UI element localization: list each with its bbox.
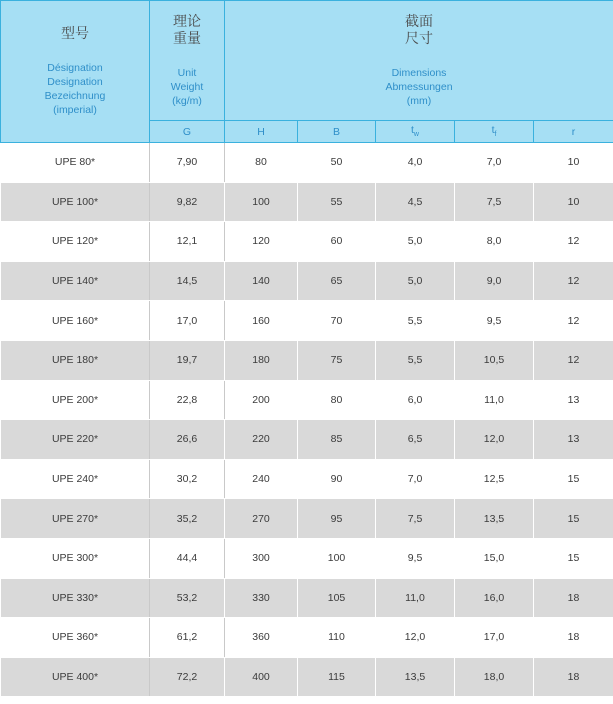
cell-h: 140 bbox=[225, 261, 298, 301]
table-row bbox=[1, 618, 613, 658]
table-row bbox=[1, 143, 613, 183]
cell-tf: 15,0 bbox=[455, 538, 534, 578]
cell-tw: 5,0 bbox=[376, 222, 455, 262]
cell-tf: 16,0 bbox=[455, 578, 534, 618]
cell-b: 60 bbox=[298, 222, 376, 262]
table-row bbox=[1, 261, 613, 301]
cell-b: 70 bbox=[298, 301, 376, 341]
table-row bbox=[1, 340, 613, 380]
col-header-tf-sub: f bbox=[494, 131, 497, 139]
weight-header-unit: Unit bbox=[177, 66, 197, 79]
cell-h: 300 bbox=[225, 538, 298, 578]
cell-g: 44,4 bbox=[150, 538, 225, 578]
cell-g: 26,6 bbox=[150, 420, 225, 460]
cell-g: 72,2 bbox=[150, 657, 225, 697]
cell-b: 110 bbox=[298, 618, 376, 658]
cell-g: 61,2 bbox=[150, 618, 225, 658]
cell-designation: UPE 100* bbox=[1, 182, 150, 222]
col-header-tw-base: t bbox=[411, 124, 414, 137]
cell-b: 90 bbox=[298, 459, 376, 499]
cell-b: 55 bbox=[298, 182, 376, 222]
cell-g: 7,90 bbox=[150, 143, 225, 183]
cell-b: 50 bbox=[298, 143, 376, 183]
cell-h: 120 bbox=[225, 222, 298, 262]
cell-tw: 7,0 bbox=[376, 459, 455, 499]
cell-r: 12 bbox=[534, 340, 613, 380]
table-row bbox=[1, 657, 613, 697]
dimensions-header-mm: (mm) bbox=[406, 94, 432, 107]
cell-r: 18 bbox=[534, 618, 613, 658]
weight-header-kgm: (kg/m) bbox=[172, 94, 202, 107]
cell-tf: 7,0 bbox=[455, 143, 534, 183]
table-header bbox=[1, 1, 613, 143]
cell-tf: 10,5 bbox=[455, 340, 534, 380]
cell-h: 400 bbox=[225, 657, 298, 697]
cell-b: 65 bbox=[298, 261, 376, 301]
cell-h: 80 bbox=[225, 143, 298, 183]
dimensions-header bbox=[225, 1, 613, 121]
cell-tf: 12,5 bbox=[455, 459, 534, 499]
cell-designation: UPE 300* bbox=[1, 538, 150, 578]
cell-h: 270 bbox=[225, 499, 298, 539]
cell-tf: 17,0 bbox=[455, 618, 534, 658]
cell-g: 9,82 bbox=[150, 182, 225, 222]
cell-b: 105 bbox=[298, 578, 376, 618]
table-row bbox=[1, 301, 613, 341]
weight-header-cn-1: 理论 bbox=[173, 13, 201, 30]
cell-tf: 9,0 bbox=[455, 261, 534, 301]
cell-h: 330 bbox=[225, 578, 298, 618]
cell-designation: UPE 240* bbox=[1, 459, 150, 499]
cell-b: 75 bbox=[298, 340, 376, 380]
cell-g: 17,0 bbox=[150, 301, 225, 341]
designation-header-en: Designation bbox=[47, 76, 103, 88]
cell-designation: UPE 360* bbox=[1, 618, 150, 658]
dimensions-header-cn-1: 截面 bbox=[405, 13, 433, 30]
cell-tw: 5,5 bbox=[376, 301, 455, 341]
cell-b: 115 bbox=[298, 657, 376, 697]
cell-tw: 11,0 bbox=[376, 578, 455, 618]
cell-g: 14,5 bbox=[150, 261, 225, 301]
cell-r: 18 bbox=[534, 578, 613, 618]
col-header-tf-base: t bbox=[491, 124, 495, 137]
table-row bbox=[1, 420, 613, 460]
cell-g: 35,2 bbox=[150, 499, 225, 539]
cell-tw: 4,5 bbox=[376, 182, 455, 222]
col-header-g: G bbox=[150, 121, 225, 143]
cell-g: 53,2 bbox=[150, 578, 225, 618]
cell-tf: 8,0 bbox=[455, 222, 534, 262]
cell-r: 12 bbox=[534, 222, 613, 262]
cell-h: 100 bbox=[225, 182, 298, 222]
dimensions-header-de: Abmessungen bbox=[385, 80, 453, 93]
cell-designation: UPE 80* bbox=[1, 143, 150, 183]
cell-h: 200 bbox=[225, 380, 298, 420]
table-row bbox=[1, 380, 613, 420]
weight-header bbox=[150, 1, 225, 121]
weight-header-cn-2: 重量 bbox=[173, 30, 201, 47]
cell-tf: 18,0 bbox=[455, 657, 534, 697]
cell-r: 12 bbox=[534, 261, 613, 301]
designation-header-cn: 型号 bbox=[61, 26, 89, 42]
cell-r: 10 bbox=[534, 143, 613, 183]
cell-designation: UPE 140* bbox=[1, 261, 150, 301]
cell-b: 85 bbox=[298, 420, 376, 460]
cell-g: 22,8 bbox=[150, 380, 225, 420]
cell-tw: 9,5 bbox=[376, 538, 455, 578]
col-header-tw-sub: w bbox=[413, 131, 419, 139]
dimensions-header-en: Dimensions bbox=[391, 66, 447, 79]
cell-r: 10 bbox=[534, 182, 613, 222]
cell-designation: UPE 220* bbox=[1, 420, 150, 460]
cell-r: 15 bbox=[534, 538, 613, 578]
table-body bbox=[1, 143, 613, 697]
cell-g: 19,7 bbox=[150, 340, 225, 380]
cell-tw: 6,5 bbox=[376, 420, 455, 460]
cell-tf: 12,0 bbox=[455, 420, 534, 460]
cell-r: 13 bbox=[534, 380, 613, 420]
cell-tw: 4,0 bbox=[376, 143, 455, 183]
cell-designation: UPE 120* bbox=[1, 222, 150, 262]
cell-h: 240 bbox=[225, 459, 298, 499]
weight-header-weight: Weight bbox=[170, 80, 204, 93]
cell-h: 160 bbox=[225, 301, 298, 341]
cell-tf: 11,0 bbox=[455, 380, 534, 420]
col-header-h: H bbox=[225, 121, 298, 143]
cell-tw: 7,5 bbox=[376, 499, 455, 539]
cell-designation: UPE 160* bbox=[1, 301, 150, 341]
table-row bbox=[1, 222, 613, 262]
cell-b: 80 bbox=[298, 380, 376, 420]
cell-tf: 13,5 bbox=[455, 499, 534, 539]
cell-b: 100 bbox=[298, 538, 376, 578]
dimensions-header-cn-2: 尺寸 bbox=[405, 30, 433, 47]
cell-tw: 13,5 bbox=[376, 657, 455, 697]
table-row bbox=[1, 459, 613, 499]
cell-designation: UPE 200* bbox=[1, 380, 150, 420]
cell-tw: 5,5 bbox=[376, 340, 455, 380]
cell-g: 12,1 bbox=[150, 222, 225, 262]
cell-h: 180 bbox=[225, 340, 298, 380]
cell-tf: 9,5 bbox=[455, 301, 534, 341]
col-header-r: r bbox=[534, 121, 613, 143]
designation-header bbox=[1, 1, 150, 143]
col-header-tw bbox=[376, 121, 455, 143]
table-row bbox=[1, 578, 613, 618]
cell-h: 360 bbox=[225, 618, 298, 658]
col-header-b: B bbox=[298, 121, 376, 143]
cell-r: 18 bbox=[534, 657, 613, 697]
cell-tw: 6,0 bbox=[376, 380, 455, 420]
table-row bbox=[1, 182, 613, 222]
cell-designation: UPE 270* bbox=[1, 499, 150, 539]
table-row bbox=[1, 499, 613, 539]
cell-g: 30,2 bbox=[150, 459, 225, 499]
designation-header-de: Bezeichnung bbox=[44, 90, 106, 102]
cell-r: 12 bbox=[534, 301, 613, 341]
cell-h: 220 bbox=[225, 420, 298, 460]
cell-tw: 12,0 bbox=[376, 618, 455, 658]
cell-tf: 7,5 bbox=[455, 182, 534, 222]
cell-b: 95 bbox=[298, 499, 376, 539]
cell-r: 15 bbox=[534, 499, 613, 539]
cell-designation: UPE 400* bbox=[1, 657, 150, 697]
table-row bbox=[1, 538, 613, 578]
cell-r: 13 bbox=[534, 420, 613, 460]
designation-header-unit: (imperial) bbox=[53, 104, 97, 116]
designation-header-fr: Désignation bbox=[47, 62, 103, 74]
cell-r: 15 bbox=[534, 459, 613, 499]
cell-designation: UPE 180* bbox=[1, 340, 150, 380]
cell-tw: 5,0 bbox=[376, 261, 455, 301]
col-header-tf bbox=[455, 121, 534, 143]
cell-designation: UPE 330* bbox=[1, 578, 150, 618]
